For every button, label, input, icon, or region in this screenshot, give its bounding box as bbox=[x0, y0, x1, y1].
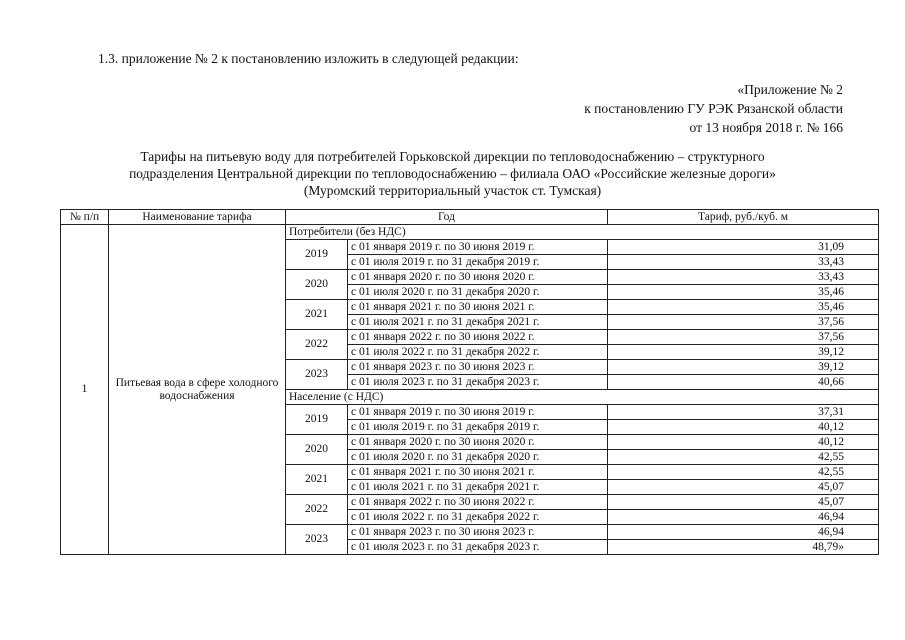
tariff-value: 35,46 bbox=[608, 300, 879, 315]
tariff-value: 40,12 bbox=[608, 420, 879, 435]
title-line-1: Тарифы на питьевую воду для потребителей Горьковской дирекции по тепловодоснабжению – структурного bbox=[140, 149, 765, 164]
period-cell: с 01 июля 2021 г. по 31 декабря 2021 г. bbox=[348, 315, 608, 330]
period-cell: с 01 января 2020 г. по 30 июня 2020 г. bbox=[348, 270, 608, 285]
year-cell: 2021 bbox=[286, 465, 348, 495]
year-cell: 2021 bbox=[286, 300, 348, 330]
appendix-line-1: «Приложение № 2 bbox=[737, 82, 843, 97]
period-cell: с 01 июля 2019 г. по 31 декабря 2019 г. bbox=[348, 255, 608, 270]
group-row bbox=[61, 225, 879, 240]
appendix-line-3: от 13 ноября 2018 г. № 166 bbox=[689, 120, 843, 135]
title-line-3: (Муромский территориальный участок ст. Тумская) bbox=[303, 183, 602, 198]
period-cell: с 01 января 2020 г. по 30 июня 2020 г. bbox=[348, 435, 608, 450]
header-tariff: Тариф, руб./куб. м bbox=[608, 210, 879, 225]
appendix-line-2: к постановлению ГУ РЭК Рязанской области bbox=[584, 101, 843, 116]
tariff-value: 46,94 bbox=[608, 510, 879, 525]
tariff-value: 31,09 bbox=[608, 240, 879, 255]
period-cell: с 01 января 2021 г. по 30 июня 2021 г. bbox=[348, 465, 608, 480]
period-cell: с 01 июля 2019 г. по 31 декабря 2019 г. bbox=[348, 420, 608, 435]
year-cell: 2019 bbox=[286, 405, 348, 435]
table-header-row bbox=[61, 210, 879, 225]
tariff-name: Питьевая вода в сфере холодного водоснабжения bbox=[109, 225, 286, 555]
header-num: № п/п bbox=[61, 210, 109, 225]
tariff-table bbox=[60, 209, 879, 555]
period-cell: с 01 января 2019 г. по 30 июня 2019 г. bbox=[348, 240, 608, 255]
period-cell: с 01 января 2022 г. по 30 июня 2022 г. bbox=[348, 495, 608, 510]
period-cell: с 01 июля 2021 г. по 31 декабря 2021 г. bbox=[348, 480, 608, 495]
group-label: Население (с НДС) bbox=[286, 390, 879, 405]
tariff-value: 42,55 bbox=[608, 465, 879, 480]
title-line-2: подразделения Центральной дирекции по тепловодоснабжению – филиала ОАО «Российские железные дороги» bbox=[129, 166, 776, 181]
tariff-value: 48,79» bbox=[608, 540, 879, 555]
group-label: Потребители (без НДС) bbox=[286, 225, 879, 240]
intro-text: 1.3. приложение № 2 к постановлению изложить в следующей редакции: bbox=[98, 51, 519, 66]
period-cell: с 01 января 2023 г. по 30 июня 2023 г. bbox=[348, 525, 608, 540]
document-title bbox=[60, 148, 845, 199]
tariff-value: 39,12 bbox=[608, 345, 879, 360]
tariff-value: 39,12 bbox=[608, 360, 879, 375]
year-cell: 2020 bbox=[286, 435, 348, 465]
year-cell: 2023 bbox=[286, 525, 348, 555]
tariff-value: 37,56 bbox=[608, 315, 879, 330]
tariff-value: 45,07 bbox=[608, 495, 879, 510]
year-cell: 2022 bbox=[286, 495, 348, 525]
appendix-header bbox=[584, 80, 843, 137]
year-cell: 2020 bbox=[286, 270, 348, 300]
period-cell: с 01 января 2019 г. по 30 июня 2019 г. bbox=[348, 405, 608, 420]
period-cell: с 01 января 2022 г. по 30 июня 2022 г. bbox=[348, 330, 608, 345]
year-cell: 2023 bbox=[286, 360, 348, 390]
header-name: Наименование тарифа bbox=[109, 210, 286, 225]
period-cell: с 01 января 2021 г. по 30 июня 2021 г. bbox=[348, 300, 608, 315]
period-cell: с 01 июля 2022 г. по 31 декабря 2022 г. bbox=[348, 345, 608, 360]
tariff-value: 37,56 bbox=[608, 330, 879, 345]
tariff-value: 45,07 bbox=[608, 480, 879, 495]
table-body bbox=[61, 225, 879, 555]
period-cell: с 01 июля 2022 г. по 31 декабря 2022 г. bbox=[348, 510, 608, 525]
tariff-value: 35,46 bbox=[608, 285, 879, 300]
period-cell: с 01 июля 2020 г. по 31 декабря 2020 г. bbox=[348, 450, 608, 465]
tariff-value: 46,94 bbox=[608, 525, 879, 540]
period-cell: с 01 июля 2020 г. по 31 декабря 2020 г. bbox=[348, 285, 608, 300]
year-cell: 2022 bbox=[286, 330, 348, 360]
tariff-value: 42,55 bbox=[608, 450, 879, 465]
tariff-value: 40,12 bbox=[608, 435, 879, 450]
period-cell: с 01 июля 2023 г. по 31 декабря 2023 г. bbox=[348, 540, 608, 555]
header-year: Год bbox=[286, 210, 608, 225]
period-cell: с 01 января 2023 г. по 30 июня 2023 г. bbox=[348, 360, 608, 375]
year-cell: 2019 bbox=[286, 240, 348, 270]
tariff-value: 37,31 bbox=[608, 405, 879, 420]
period-cell: с 01 июля 2023 г. по 31 декабря 2023 г. bbox=[348, 375, 608, 390]
row-number: 1 bbox=[61, 225, 109, 555]
tariff-value: 40,66 bbox=[608, 375, 879, 390]
tariff-value: 33,43 bbox=[608, 255, 879, 270]
tariff-value: 33,43 bbox=[608, 270, 879, 285]
